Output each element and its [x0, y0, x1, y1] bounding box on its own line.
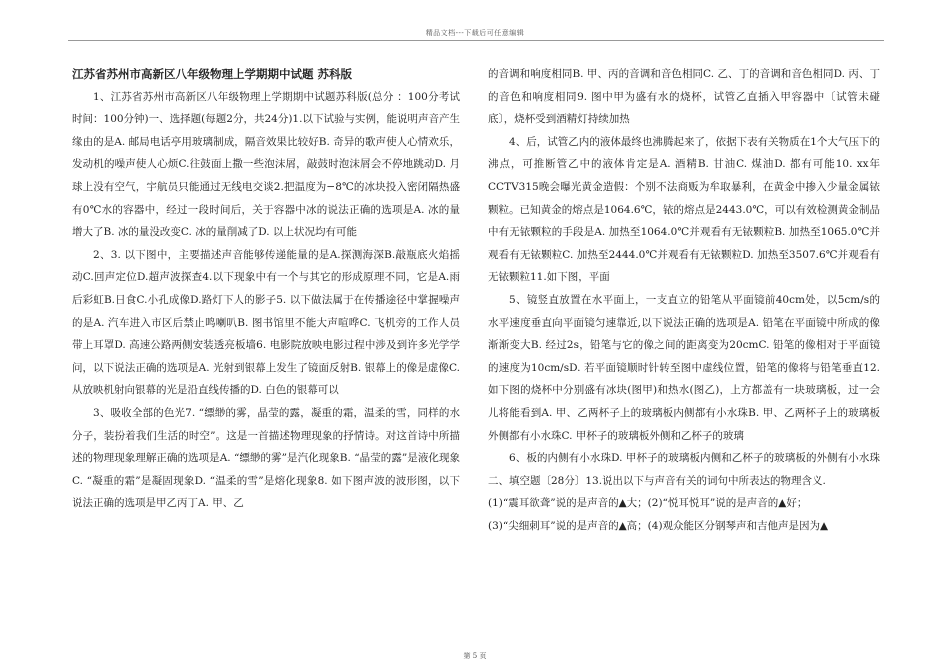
paragraph: 的音调和响度相同B. 甲、丙的音调和音色相同C. 乙、丁的音调和音色相同D. 丙、丁的音色和响度相同9. 图中甲为盛有水的烧杯，试管乙直插入甲容器中〔试管未碰底〕，烧杯受到酒精灯持续加热 [488, 68, 880, 126]
left-column [72, 63, 460, 515]
paragraph: 1、江苏省苏州市高新区八年级物理上学期期中试题苏科版(总分 ：100分考试时间：100分钟)一、选择题(每题2分，共24分)1.以下试验与实例，能说明声音产生缘由的是A. 邮局电话亭用玻璃制成，隔音效果比较好B. 奇异的歌声使人心情欢乐，发动机的噪声使人心烦C.往鼓面上撒一些泡沫屑，敲鼓时泡沫屑会不停地跳动D. 月球上没有空气，宇航员只能通过无线电交谈2.把温度为−8℃的冰块投入密闭隔热盛有0℃水的容器中，经过一段时间后，关于容器中冰的说法正确的选项是A. 冰的量增大了B. 冰的量没改变C. 冰的量削减了D. 以上状况均有可能 [72, 90, 460, 239]
right-column [488, 63, 880, 537]
page-header: 精品文档---下载后可任意编辑 [425, 29, 525, 37]
paragraph: (1)“震耳欲聋”说的是声音的▲大；(2)“悦耳悦耳”说的是声音的▲好； [488, 497, 808, 510]
page-number: 第 5 页 [463, 652, 487, 660]
paragraph: 4、后，试管乙内的液体最终也沸腾起来了，依据下表有关物质在1个大气压下的沸点，可推断管乙中的液体肯定是A. 酒精B. 甘油C. 煤油D. 都有可能10. xx年CCTV315晚会曝光黄金造假：个别不法商贩为牟取暴利，在黄金中掺入少量金属铱颗粒。已知黄金的熔点是1064.6℃，铱的熔点是2443.0℃，可以有效检测黄金制品中有无铱颗粒的手段是A. 加热至1064.0℃并观看有无铱颗粒B. 加热至1065.0℃并观看有无铱颗粒C. 加热至2444.0℃并观看有无铱颗粒D. 加热至3507.6℃并观看有无铱颗粒11.如下图，平面 [488, 135, 880, 284]
paragraph: (3)“尖细刺耳”说的是声音的▲高；(4)观众能区分钢琴声和吉他声是因为▲ [488, 519, 829, 532]
paragraph: 2、3. 以下图中，主要描述声音能够传递能量的是A.探测海深B.敲瓶底火焰摇动C.回声定位D.超声波探查4.以下现象中有一个与其它的形成原理不同，它是A.雨后彩虹B.日食C.小孔成像D.路灯下人的影子5. 以下做法属于在传播途径中掌握噪声的是A. 汽车进入市区后禁止鸣喇叭B. 图书馆里不能大声喧哗C. 飞机旁的工作人员带上耳罩D. 高速公路两侧安装透亮板墙6. 电影院放映电影过程中涉及到许多光学学问，以下说法正确的选项是A. 光射到银幕上发生了镜面反射B. 银幕上的像是虚像C. 从放映机射向银幕的光是沿直线传播的D. 白色的银幕可以 [72, 248, 460, 397]
document-title: 江苏省苏州市高新区八年级物理上学期期中试题 苏科版 [72, 67, 353, 81]
paragraph: 6、板的内侧有小水珠D. 甲杯子的玻璃板内侧和乙杯子的玻璃板的外侧有小水珠二、填空题〔28分〕13.说出以下与声音有关的词句中所表达的物理含义. [488, 452, 880, 487]
header-divider [68, 40, 884, 41]
paragraph: 3、吸收全部的色光7. “缥缈的雾，晶莹的露，凝重的霜，温柔的雪，同样的水分子，装扮着我们生活的时空”。这是一首描述物理现象的抒情诗。对这首诗中所描述的物理现象理解正确的选项是A. “缥缈的雾”是汽化现象B. “晶莹的露”是液化现象C. “凝重的霜”是凝固现象D. “温柔的雪”是熔化现象8. 如下图声波的波形图，以下说法正确的选项是甲乙丙丁A. 甲、乙 [72, 406, 460, 510]
paragraph: 5、镜竖直放置在水平面上，一支直立的铅笔从平面镜前40cm处，以5cm/s的水平速度垂直向平面镜匀速靠近,以下说法正确的选项是A. 铅笔在平面镜中所成的像渐渐变大B. 经过2s，铅笔与它的像之间的距离变为20cmC. 铅笔的像相对于平面镜的速度为10cm/sD. 若平面镜顺时针转至图中虚线位置，铅笔的像将与铅笔垂直12.如下图的烧杯中分别盛有冰块(图甲)和热水(图乙)，上方都盖有一块玻璃板，过一会儿将能看到A. 甲、乙两杯子上的玻璃板内侧都有小水珠B. 甲、乙两杯子上的玻璃板外侧都有小水珠C. 甲杯子的玻璃板外侧和乙杯子的玻璃 [488, 293, 880, 442]
